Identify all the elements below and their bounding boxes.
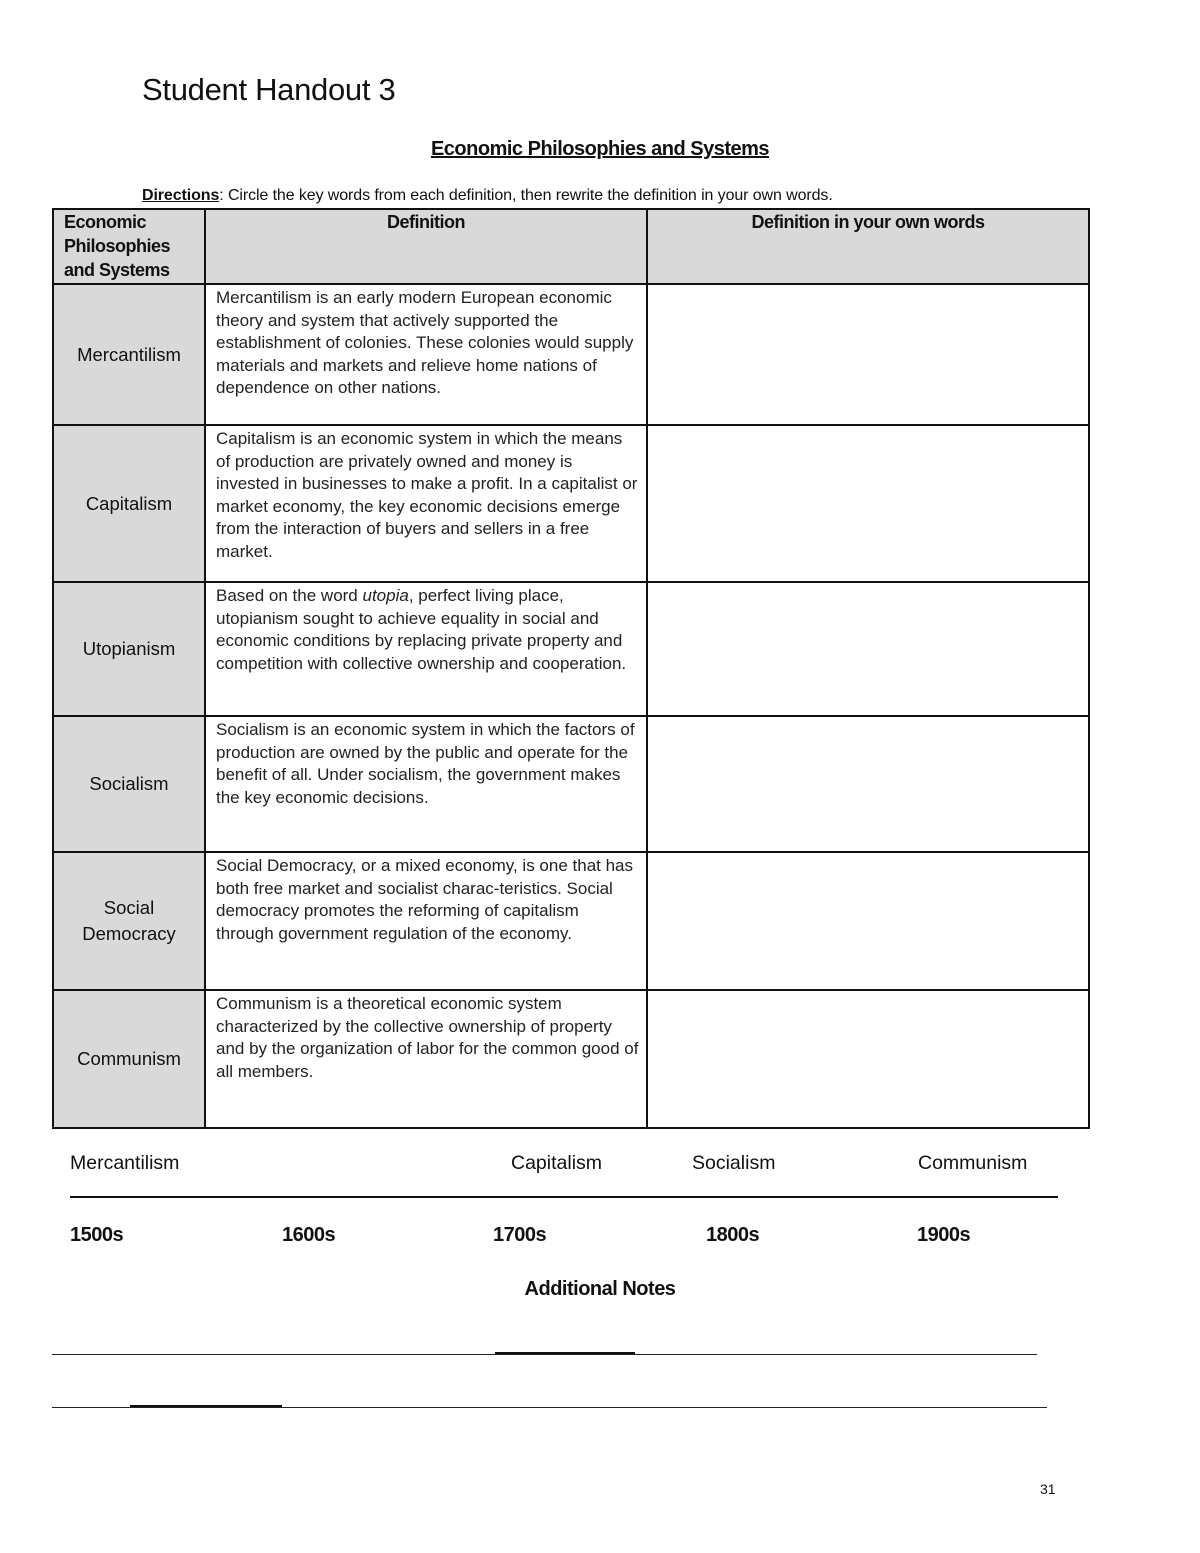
timeline-label-capitalism: Capitalism (511, 1152, 603, 1174)
term-socialism: Socialism (53, 716, 205, 852)
worksheet-subtitle: Economic Philosophies and Systems (430, 138, 770, 160)
table-row (53, 990, 1089, 1128)
additional-notes-heading: Additional Notes (524, 1278, 676, 1300)
notes-line-2-accent (130, 1405, 282, 1407)
timeline-year-1700s: 1700s (493, 1224, 547, 1246)
own-words-communism[interactable] (647, 990, 1089, 1128)
definition-capitalism: Capitalism is an economic system in which the means of production are privately owned and money is invested in businesses to make a profit. In a capitalist or market economy, the key economic decisions emerge from the interaction of buyers and sellers in a free market. (205, 425, 647, 582)
definition-social-democracy: Social Democracy, or a mixed economy, is one that has both free market and socialist charac-teristics. Social democracy promotes the reforming of capitalism through government regulation of the economy. (205, 852, 647, 990)
definition-communism: Communism is a theoretical economic system characterized by the collective ownership of property and by the organization of labor for the common good of all members. (205, 990, 647, 1128)
term-capitalism: Capitalism (53, 425, 205, 582)
timeline-year-1800s: 1800s (706, 1224, 760, 1246)
directions-text: : Circle the key words from each definition, then rewrite the definition in your own words. (219, 187, 833, 204)
definition-utopianism (205, 582, 647, 716)
definition-mercantilism: Mercantilism is an early modern European economic theory and system that actively supported the establishment of colonies. These colonies would supply materials and markets and relieve home nations of dependence on other nations. (205, 284, 647, 425)
directions-label: Directions (142, 187, 220, 204)
timeline-line (70, 1196, 1058, 1198)
term-social-democracy: Social Democracy (53, 852, 205, 990)
definition-utopianism-italic: utopia (362, 586, 409, 605)
timeline-year-1500s: 1500s (70, 1224, 124, 1246)
definition-utopianism-start: Based on the word (216, 586, 363, 605)
table-row (53, 852, 1089, 990)
definition-socialism: Socialism is an economic system in which the factors of production are owned by the public and operate for the benefit of all. Under socialism, the government makes the key economic decisions. (205, 716, 647, 852)
notes-line-2[interactable] (52, 1407, 1047, 1408)
table-header-row (53, 209, 1089, 284)
own-words-social-democracy[interactable] (647, 852, 1089, 990)
notes-line-1-accent (495, 1352, 635, 1354)
definition-utopianism-end: , perfect living place, utopianism sought to achieve equality in social and economic conditions by replacing private property and competition with collective ownership and cooperation. (216, 586, 627, 673)
handout-title: Student Handout 3 (142, 72, 396, 107)
header-own-words: Definition in your own words (647, 209, 1089, 284)
timeline-year-1900s: 1900s (917, 1224, 971, 1246)
table-row (53, 425, 1089, 582)
page-number: 31 (1040, 1481, 1056, 1497)
timeline-label-mercantilism: Mercantilism (70, 1152, 180, 1174)
definitions-table (52, 208, 1090, 1129)
table-row (53, 284, 1089, 425)
header-systems: Economic Philosophies and Systems (53, 209, 205, 284)
own-words-mercantilism[interactable] (647, 284, 1089, 425)
term-mercantilism: Mercantilism (53, 284, 205, 425)
own-words-utopianism[interactable] (647, 582, 1089, 716)
table-row (53, 716, 1089, 852)
term-communism: Communism (53, 990, 205, 1128)
table-row (53, 582, 1089, 716)
timeline-year-1600s: 1600s (282, 1224, 336, 1246)
timeline-label-socialism: Socialism (692, 1152, 776, 1174)
notes-line-1[interactable] (52, 1354, 1037, 1355)
header-definition: Definition (205, 209, 647, 284)
term-utopianism: Utopianism (53, 582, 205, 716)
own-words-socialism[interactable] (647, 716, 1089, 852)
timeline-label-communism: Communism (918, 1152, 1028, 1174)
directions (142, 187, 833, 205)
own-words-capitalism[interactable] (647, 425, 1089, 582)
